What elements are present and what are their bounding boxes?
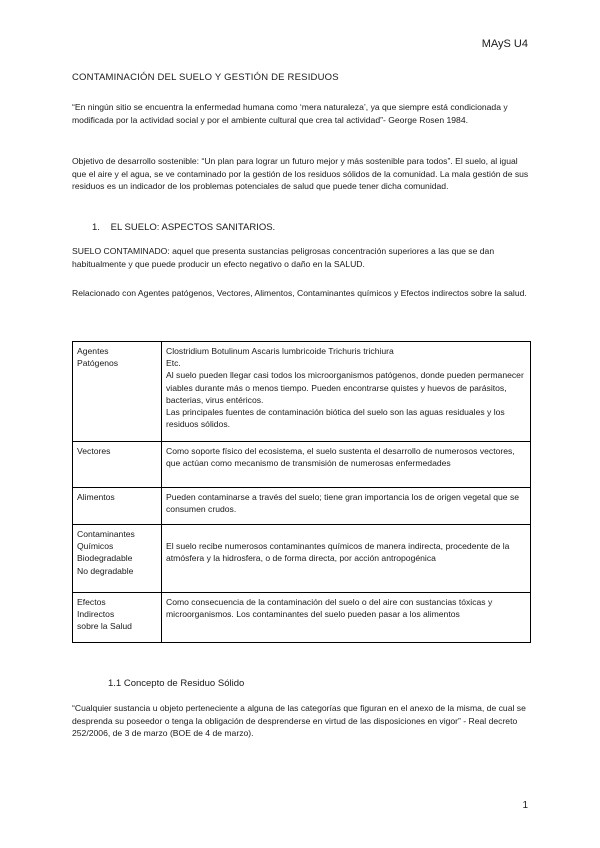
related-factors: Relacionado con Agentes patógenos, Vectores, Alimentos, Contaminantes químicos y Efectos indirectos sobre la salud. xyxy=(72,288,527,298)
row-text: Clostridium Botulinum Ascaris lumbricoide Trichuris trichiura Etc. Al suelo pueden llegar casi todos los microorganismos patógenos, donde pueden permanecer viables durante más o menos tiempo. Pueden encontrarse quistes y huevos de parásitos, bacterias, virus entéricos. Las principales fuentes de contaminación biótica del suelo son las aguas residuales y los residuos sólidos. xyxy=(162,342,531,442)
page-number: 1 xyxy=(522,800,528,811)
row-text: El suelo recibe numerosos contaminantes químicos de manera indirecta, procedente de la atmósfera y la hidrosfera, o de forma directa, por acción antropogénica xyxy=(162,525,531,593)
document-title: CONTAMINACIÓN DEL SUELO Y GESTIÓN DE RESIDUOS xyxy=(72,72,339,83)
table-row xyxy=(73,342,531,442)
row-label: Efectos Indirectos sobre la Salud xyxy=(73,593,162,643)
row-text: Como soporte físico del ecosistema, el suelo sustenta el desarrollo de numerosos vectores, que actúan como mecanismo de transmisión de numerosas enfermedades xyxy=(162,442,531,488)
row-text: Como consecuencia de la contaminación del suelo o del aire con sustancias tóxicas y microorganismos. Los contaminantes del suelo pueden pasar a los alimentos xyxy=(162,593,531,643)
contaminated-soil-definition: SUELO CONTAMINADO: aquel que presenta sustancias peligrosas concentración superiores a las que se dan habitualmente y que puede producir un efecto negativo o daño en la SALUD. xyxy=(72,246,495,269)
row-label: Agentes Patógenos xyxy=(73,342,162,442)
solid-waste-definition: “Cualquier sustancia u objeto perteneciente a alguna de las categorías que figuran en el anexo de la misma, de cual se desprenda su poseedor o tenga la obligación de desprenderse en virtud de las disposiciones en vigor” - Real decreto 252/2006, de 3 de marzo (BOE de 4 de marzo). xyxy=(72,703,526,739)
opening-quote: “En ningún sitio se encuentra la enfermedad humana como ‘mera naturaleza’, ya que siempre está condicionada y modificada por la actividad social y por el ambiente cultural que crea tal actividad”- George Rosen 1984. xyxy=(72,102,508,125)
document-code: MAyS U4 xyxy=(481,38,528,50)
section-title: EL SUELO: ASPECTOS SANITARIOS. xyxy=(110,222,276,233)
row-label: Alimentos xyxy=(73,488,162,525)
table-row xyxy=(73,593,531,643)
health-aspects-table xyxy=(72,341,531,643)
row-text: Pueden contaminarse a través del suelo; tiene gran importancia los de origen vegetal que se consumen crudos. xyxy=(162,488,531,525)
section-heading xyxy=(92,222,275,233)
table-row xyxy=(73,488,531,525)
subsection-heading: 1.1 Concepto de Residuo Sólido xyxy=(108,678,245,689)
row-label: Vectores xyxy=(73,442,162,488)
row-label: Contaminantes Químicos Biodegradable No degradable xyxy=(73,525,162,593)
table-row xyxy=(73,442,531,488)
section-number: 1. xyxy=(92,222,100,233)
table-row xyxy=(73,525,531,593)
sustainability-objective: Objetivo de desarrollo sostenible: “Un plan para lograr un futuro mejor y más sostenible para todos”. El suelo, al igual que el aire y el agua, se ve contaminado por la gestión de los residuos sólidos de la comunidad. La mala gestión de sus residuos es un indicador de los problemas potenciales de salud que puede tener dicha comunidad. xyxy=(72,156,529,192)
